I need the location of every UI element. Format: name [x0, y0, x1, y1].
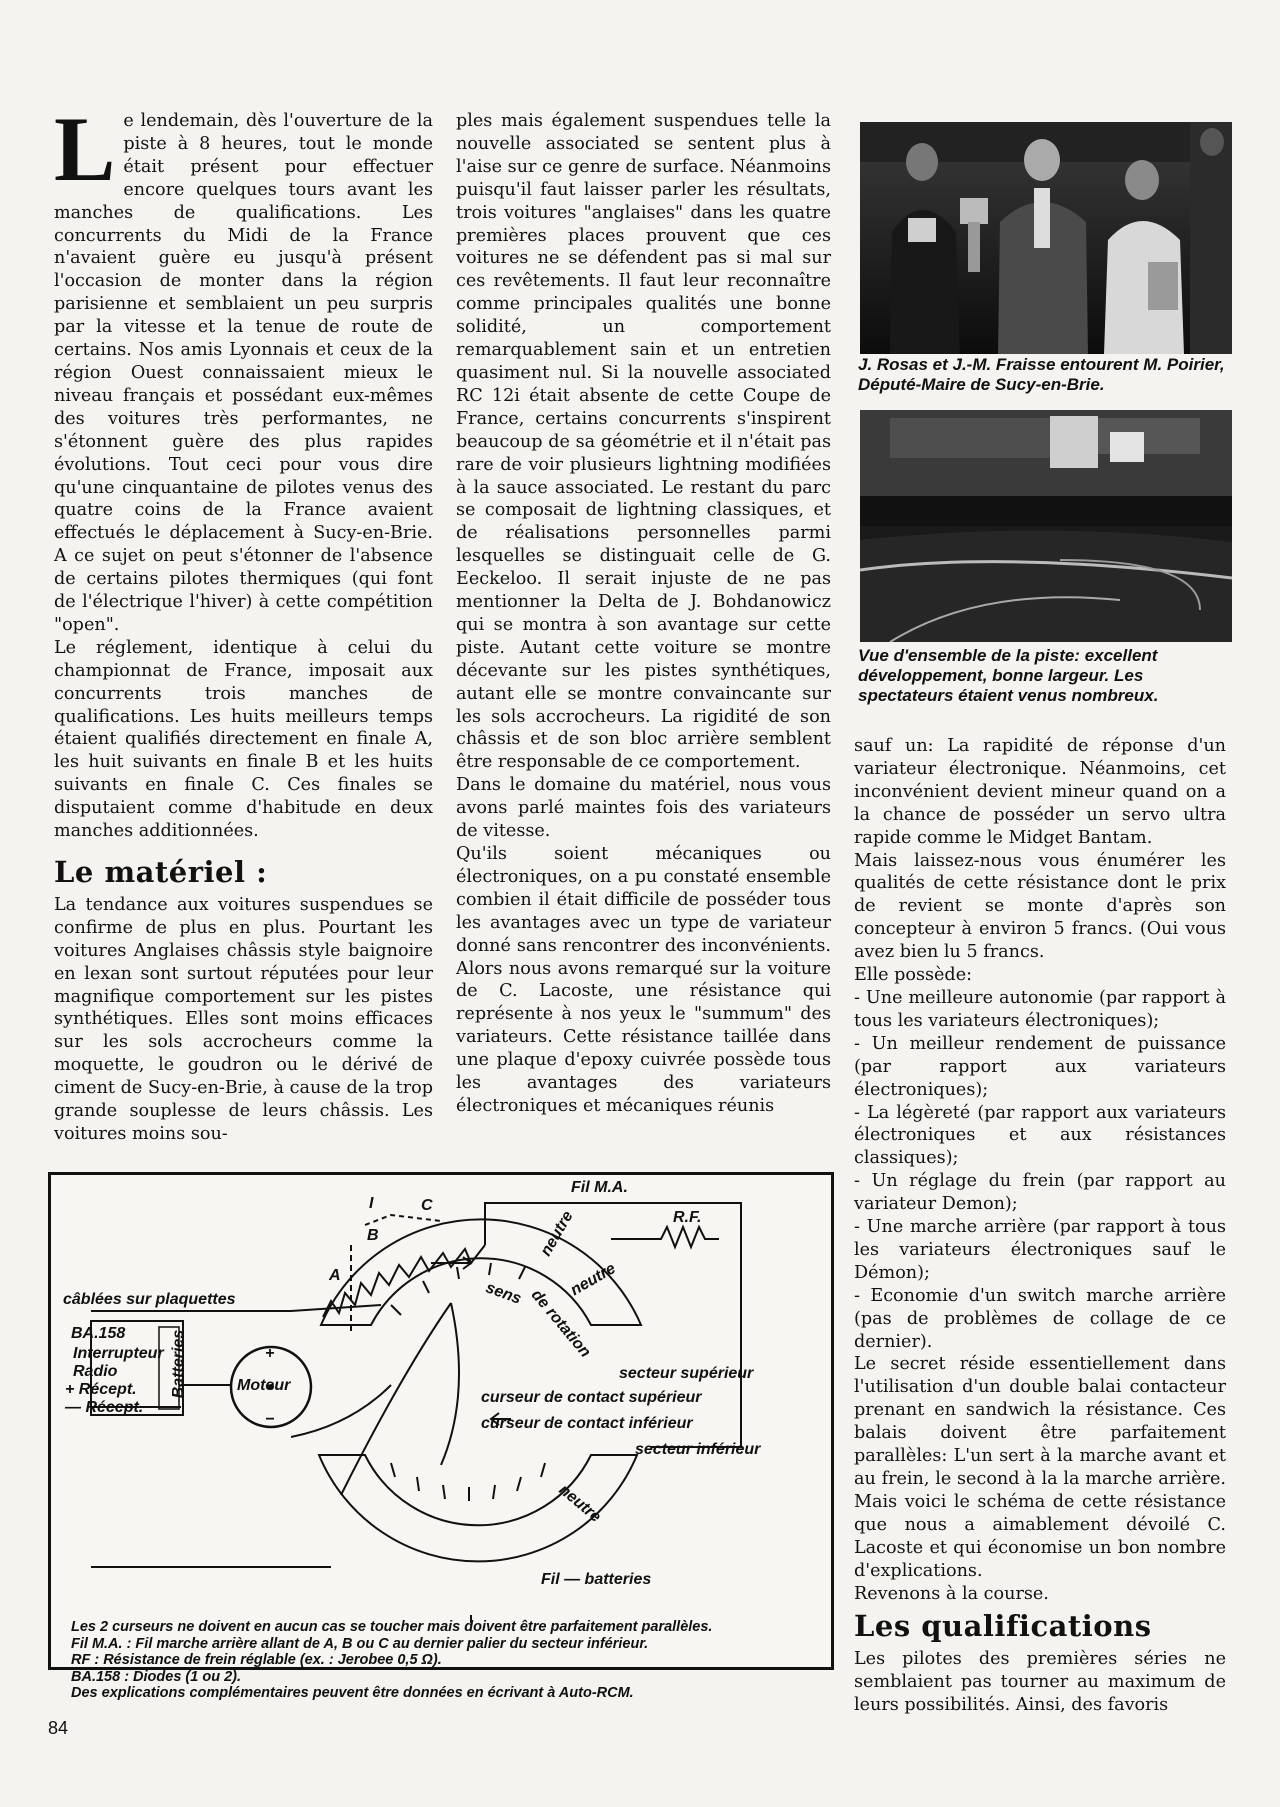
section-heading-materiel: Le matériel :: [54, 855, 268, 889]
col3-list-item: - Un réglage du frein (par rapport au variateur Demon);: [854, 1171, 1226, 1215]
diagram-note: Les 2 curseurs ne doivent en aucun cas se toucher mais doivent être parfaitement parallèles.: [71, 1619, 713, 1635]
label-de-rotation: de rotation: [527, 1286, 594, 1361]
label-b: B: [367, 1227, 379, 1244]
label-motor-minus: −: [265, 1411, 275, 1428]
col3-paragraph-1: sauf un: La rapidité de réponse d'un variateur électronique. Néanmoins, cet inconvénient devient mineur quand on a la chance de posséder un servo ultra rapide comme le Midget Bantam.: [854, 736, 1226, 848]
page-number: 84: [48, 1718, 69, 1738]
label-ba158: BA.158: [71, 1325, 126, 1342]
col3-list-item: - La légèreté (par rapport aux variateurs électroniques et aux résistances classiques);: [854, 1102, 1226, 1169]
article-column-2: [456, 110, 831, 1118]
label-curseur-superieur: curseur de contact supérieur: [481, 1389, 702, 1406]
trophy-photo: [860, 122, 1232, 354]
resistance-diagram: [48, 1172, 834, 1701]
label-moteur: Moteur: [237, 1377, 291, 1394]
diagram-note: RF : Résistance de frein réglable (ex. : Jerobee 0,5 Ω).: [71, 1652, 442, 1668]
track-photo: [860, 410, 1232, 642]
label-recept-minus: — Récept.: [65, 1399, 144, 1416]
col1-paragraph-2: Le réglement, identique à celui du championnat de France, imposait aux concurrents trois manches de qualifications. Les huits meilleurs temps étaient qualifiés directement en finale A, les huit suivants en finale B et les huits suivants en finale C. Ces finales se disputaient comme d'habitude en deux manches additionnées.: [54, 637, 433, 842]
label-a: A: [329, 1267, 341, 1284]
col3-paragraph-6: Les pilotes des premières séries ne semblaient pas tourner au maximum de leurs possibilités. Ainsi, des favoris: [854, 1649, 1226, 1716]
label-recept-plus: + Récept.: [65, 1381, 137, 1398]
col3-paragraph-2: Mais laissez-nous vous énumérer les qualités de cette résistance dont le prix de revient se monte d'après son concepteur à environ 5 francs. (Oui vous avez bien lu 5 francs.: [854, 850, 1226, 963]
label-secteur-inferieur: secteur inférieur: [635, 1441, 761, 1458]
label-neutre-bottom: neutre: [555, 1481, 604, 1526]
diagram-note: Des explications complémentaires peuvent être données en écrivant à Auto-RCM.: [71, 1685, 634, 1701]
label-rf: R.F.: [673, 1209, 702, 1226]
photo-2-caption: Vue d'ensemble de la piste: excellent développement, bonne largeur. Les spectateurs étaient venus nombreux.: [858, 646, 1159, 705]
diagram-drawing: [51, 1175, 831, 1667]
col3-paragraph-3: Elle possède:: [854, 965, 973, 986]
label-fil-batteries: Fil — batteries: [541, 1571, 652, 1588]
label-c: C: [421, 1197, 433, 1214]
col2-paragraph-2: Dans le domaine du matériel, nous vous avons parlé maintes fois des variateurs de vitesse.: [456, 775, 831, 842]
label-neutre-mid: neutre: [567, 1259, 619, 1300]
label-i: I: [369, 1195, 374, 1212]
diagram-note: Fil M.A. : Fil marche arrière allant de A, B ou C au dernier palier du secteur inférieur.: [71, 1635, 649, 1652]
col3-list-item: - Un meilleur rendement de puissance (par rapport aux variateurs électroniques);: [854, 1033, 1226, 1100]
drop-cap: L: [54, 98, 116, 200]
label-neutre-top: neutre: [537, 1208, 577, 1260]
col2-paragraph-1: ples mais également suspendues telle la nouvelle associated se sentent plus à l'aise sur ce genre de surface. Néanmoins puisqu'il faut laisser parler les résultats, trois voitures "anglaises" dans les quatre premières places prouvent que ces voitures ne se défendent pas si mal sur ces revêtements. Il faut leur reconnaître comme principales qualités une bonne solidité, un comportement remarquablement sain et un entretien quasiment nul. Si la nouvelle associated RC 12i était absente de cette Coupe de France, certains concurrents s'inspirent beaucoup de sa géométrie et il n'était pas rare de voir plusieurs lightning modifiées à la sauce associated. Le restant du parc se composait de lightning classiques, et de réalisations personnelles parmi lesquelles se distinguait celle de G. Eeckeloo. Il serait injuste de ne pas mentionner la Delta de J. Bohdanowicz qui se montra à son avantage sur cette piste. Autant cette voiture se montre décevante sur les pistes synthétiques, autant elle se montre convaincante sur les sols accrocheurs. La rigidité de son châssis et de son bloc arrière semblent être responsable de ce comportement.: [456, 111, 831, 773]
col3-list-item: - Une meilleure autonomie (par rapport à tous les variateurs électroniques);: [854, 987, 1226, 1031]
diagram-notes: [71, 1619, 712, 1702]
label-secteur-superieur: secteur supérieur: [619, 1365, 754, 1382]
col3-list-item: - Economie d'un switch marche arrière (pas de problèmes de collage de ce dernier).: [854, 1285, 1226, 1352]
col2-paragraph-3: Qu'ils soient mécaniques ou électroniques, on a pu constaté ensemble combien il était difficile de posséder tous les avantages avec un type de variateur donné sans rencontrer des inconvénients. Alors nous avons remarqué sur la voiture de C. Lacoste, une résistance qui représente à nos yeux le "summum" des variateurs. Cette résistance taillée dans une plaque d'epoxy cuivrée possède tous les avantages des variateurs électroniques et mécaniques réunis: [456, 844, 831, 1116]
label-cablees: câblées sur plaquettes: [63, 1291, 236, 1308]
label-sens: sens: [483, 1279, 524, 1308]
article-column-1: [54, 98, 433, 1146]
article-column-3: [854, 735, 1226, 1717]
diagram-note: BA.158 : Diodes (1 ou 2).: [71, 1668, 242, 1685]
label-fil-ma: Fil M.A.: [571, 1179, 628, 1196]
label-batteries-box: Batteries: [170, 1329, 188, 1399]
col3-paragraph-5: Revenons à la course.: [854, 1583, 1049, 1604]
label-motor-plus: +: [265, 1345, 275, 1362]
col3-paragraph-4: Le secret réside essentiellement dans l'utilisation d'un double balai contacteur prenant en sandwich la résistance. Ces balais doivent être parfaitement parallèles: L'un sert à la marche avant et au frein, le second à la la marche arrière. Mais voici le schéma de cette résistance que nous a aimablement dévoilé C. Lacoste et qui économise un bon nombre d'explications.: [854, 1354, 1226, 1581]
label-radio: Radio: [73, 1363, 118, 1380]
label-interrupteur: Interrupteur: [73, 1345, 164, 1362]
section-heading-qualifications: Les qualifications: [854, 1609, 1152, 1644]
col3-list-item: - Une marche arrière (par rapport à tous les variateurs électroniques sauf le Démon);: [854, 1217, 1226, 1283]
col1-paragraph-3: La tendance aux voitures suspendues se confirme de plus en plus. Pourtant les voitures Anglaises châssis style baignoire en lexan sont surtout réputées pour leur magnifique comportement sur les pistes synthétiques. Elles sont moins efficaces sur les sols accrocheurs comme la moquette, le goudron ou le dérivé de ciment de Sucy-en-Brie, à cause de la trop grande souplesse de leurs châssis. Les voitures moins sou-: [54, 894, 433, 1144]
label-curseur-inferieur: curseur de contact inférieur: [481, 1415, 693, 1432]
photo-1-caption: J. Rosas et J.-M. Fraisse entourent M. Poirier, Député-Maire de Sucy-en-Brie.: [858, 355, 1225, 394]
col1-paragraph-1: e lendemain, dès l'ouverture de la piste à 8 heures, tout le monde était présent pour effectuer encore quelques tours avant les manches de qualifications. Les concurrents du Midi de la France n'avaient guère eu jusqu'à présent l'occasion de monter dans la région parisienne et semblaient un peu surpris par la vitesse et la tenue de route de certains. Nos amis Lyonnais et ceux de la région Ouest connaissaient mieux le niveau français et possédant eux-mêmes des voitures très performantes, ne s'étonnent guère des plus rapides évolutions. Tout ceci pour vous dire qu'une cinquantaine de pilotes venus des quatre coins de la France avaient effectués le déplacement à Sucy-en-Brie. A ce sujet on peut s'étonner de l'absence de certains pilotes thermiques (qui font de l'électrique l'hiver) à cette compétition "open".: [54, 111, 433, 635]
